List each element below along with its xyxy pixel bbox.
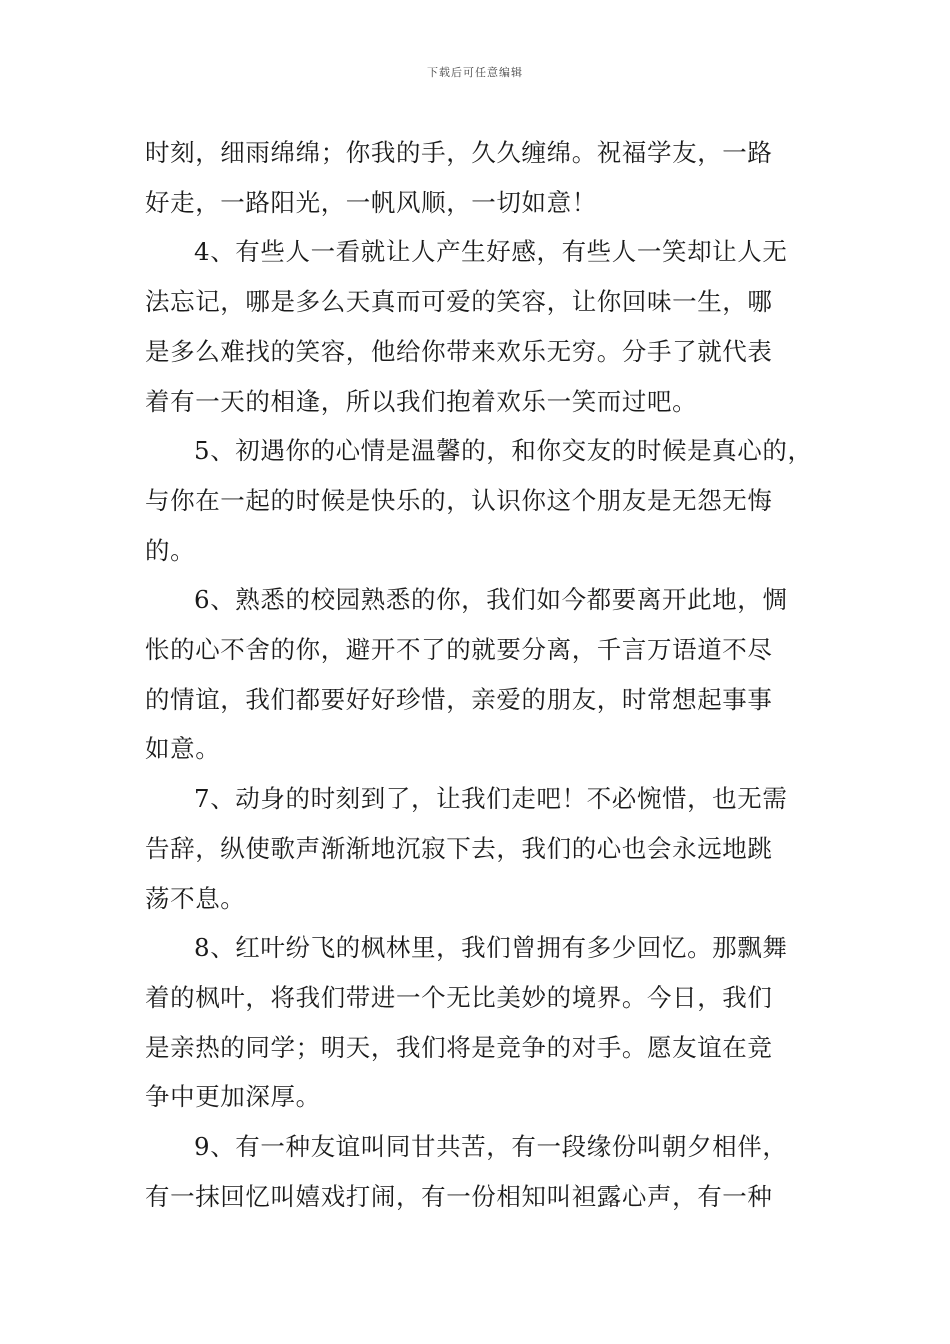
text-line: 时刻，细雨绵绵；你我的手，久久缠绵。祝福学友，一路	[145, 138, 773, 167]
text-line: 争中更加深厚。	[145, 1082, 321, 1112]
text-line: 8、红叶纷飞的枫林里，我们曾拥有多少回忆。那飘舞	[194, 933, 788, 963]
text-line: 的。	[145, 535, 196, 565]
text-line: 着有一天的相逢，所以我们抱着欢乐一笑而过吧。	[145, 386, 698, 416]
paragraph	[145, 128, 810, 227]
text-line: 好走，一路阳光，一帆风顺，一切如意！	[145, 187, 597, 217]
paragraph-5	[145, 426, 813, 575]
text-line: 6、熟悉的校园熟悉的你，我们如今都要离开此地，惆	[194, 585, 788, 615]
text-line: 有一抹回忆叫嬉戏打闹，有一份相知叫袒露心声，有一种	[145, 1181, 773, 1211]
text-line: 4、有些人一看就让人产生好感，有些人一笑却让人无	[194, 237, 788, 267]
page-header: 下载后可任意编辑	[427, 66, 523, 79]
paragraph-9	[145, 1122, 810, 1221]
text-line: 荡不息。	[145, 883, 246, 913]
text-line: 9、有一种友谊叫同甘共苦，有一段缘份叫朝夕相伴，	[194, 1132, 788, 1162]
text-line: 是多么难找的笑容，他给你带来欢乐无穷。分手了就代表	[145, 336, 773, 366]
text-line: 告辞，纵使歌声渐渐地沉寂下去，我们的心也会永远地跳	[145, 833, 773, 863]
text-line: 法忘记，哪是多么天真而可爱的笑容，让你回味一生，哪	[145, 287, 773, 317]
text-line: 的情谊，我们都要好好珍惜，亲爱的朋友，时常想起事事	[145, 684, 773, 714]
paragraph-6	[145, 575, 810, 774]
text-line: 着的枫叶，将我们带进一个无比美妙的境界。今日，我们	[145, 982, 773, 1012]
text-line: 7、动身的时刻到了，让我们走吧！不必惋惜，也无需	[194, 784, 788, 814]
paragraph-4	[145, 227, 810, 426]
text-line: 与你在一起的时候是快乐的，认识你这个朋友是无怨无悔	[145, 485, 773, 515]
paragraph-8	[145, 923, 810, 1122]
text-line: 5、初遇你的心情是温馨的，和你交友的时候是真心的，	[194, 436, 813, 466]
text-line: 如意。	[145, 734, 221, 764]
text-line: 是亲热的同学；明天，我们将是竞争的对手。愿友谊在竞	[145, 1032, 773, 1062]
paragraph-7	[145, 774, 810, 923]
document-body	[145, 128, 813, 1221]
text-line: 怅的心不舍的你，避开不了的就要分离，千言万语道不尽	[145, 635, 773, 665]
